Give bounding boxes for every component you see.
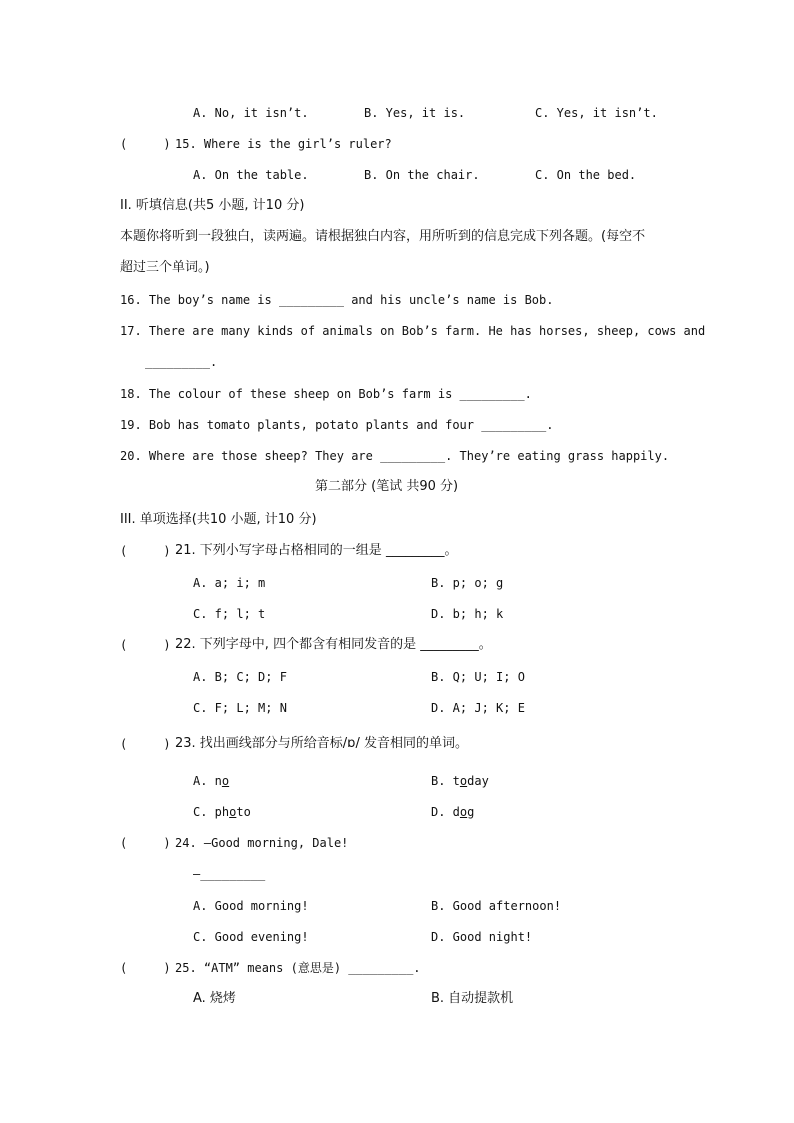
q25-option-b: B. 自动提款机 <box>431 991 514 1006</box>
q25-stem: 25. “ATM” means (意思是) _________. <box>175 961 421 975</box>
q23-option-c: C. photo <box>193 805 251 819</box>
q22-stem: 22. 下列字母中, 四个都含有相同发音的是 _________。 <box>175 637 492 652</box>
q23-option-a: A. no <box>193 774 230 788</box>
q23-option-b: B. today <box>431 774 489 788</box>
q23-option-d: D. dog <box>431 805 475 819</box>
q25-option-a: A. 烧烤 <box>193 991 236 1006</box>
q16-text: 16. The boy’s name is _________ and his uncle’s name is Bob. <box>120 293 554 307</box>
q22-option-c: C. F; L; M; N <box>193 701 287 715</box>
q24-stem: 24. —Good morning, Dale! <box>175 836 349 850</box>
q24-option-b: B. Good afternoon! <box>431 899 562 913</box>
q21-stem: 21. 下列小写字母占格相同的一组是 _________。 <box>175 543 458 558</box>
q22-answer-paren: ( ) <box>120 638 171 652</box>
q15-stem: 15. Where is the girl’s ruler? <box>175 137 392 151</box>
q21-option-a: A. a; i; m <box>193 576 266 590</box>
q14-option-c: C. Yes, it isn’t. <box>535 106 658 120</box>
q15-option-a: A. On the table. <box>193 168 309 182</box>
section2-instructions-line2: 超过三个单词。) <box>120 260 210 275</box>
q24-answer-paren: ( ) <box>120 836 171 850</box>
q25-answer-paren: ( ) <box>120 961 171 975</box>
q14-option-a: A. No, it isn’t. <box>193 106 309 120</box>
q21-option-b: B. p; o; g <box>431 576 504 590</box>
section2-heading: II. 听填信息(共5 小题, 计10 分) <box>120 198 305 213</box>
q24-option-a: A. Good morning! <box>193 899 309 913</box>
section2-instructions-line1: 本题你将听到一段独白，读两遍。请根据独白内容，用所听到的信息完成下列各题。(每空不 <box>120 229 646 244</box>
q21-answer-paren: ( ) <box>120 544 171 558</box>
q17-text-line1: 17. There are many kinds of animals on Bob’s farm. He has horses, sheep, cows and <box>120 324 706 338</box>
q15-answer-paren: ( ) <box>120 137 171 151</box>
q23-stem: 23. 找出画线部分与所给音标/ɒ/ 发音相同的单词。 <box>175 736 468 751</box>
q21-option-c: C. f; l; t <box>193 607 266 621</box>
q24-reply-blank: —_________ <box>193 867 266 881</box>
section3-heading: III. 单项选择(共10 小题, 计10 分) <box>120 512 317 527</box>
q15-option-b: B. On the chair. <box>364 168 480 182</box>
q22-option-a: A. B; C; D; F <box>193 670 287 684</box>
q19-text: 19. Bob has tomato plants, potato plants and four _________. <box>120 418 554 432</box>
q22-option-d: D. A; J; K; E <box>431 701 525 715</box>
q22-option-b: B. Q; U; I; O <box>431 670 525 684</box>
q14-option-b: B. Yes, it is. <box>364 106 466 120</box>
q20-text: 20. Where are those sheep? They are _________. They’re eating grass happily. <box>120 449 670 463</box>
q23-answer-paren: ( ) <box>120 737 171 751</box>
part2-title: 第二部分 (笔试 共90 分) <box>315 479 459 494</box>
q24-option-c: C. Good evening! <box>193 930 309 944</box>
q15-option-c: C. On the bed. <box>535 168 637 182</box>
q18-text: 18. The colour of these sheep on Bob’s farm is _________. <box>120 387 532 401</box>
q17-text-line2: _________. <box>145 355 218 369</box>
q21-option-d: D. b; h; k <box>431 607 504 621</box>
q24-option-d: D. Good night! <box>431 930 533 944</box>
